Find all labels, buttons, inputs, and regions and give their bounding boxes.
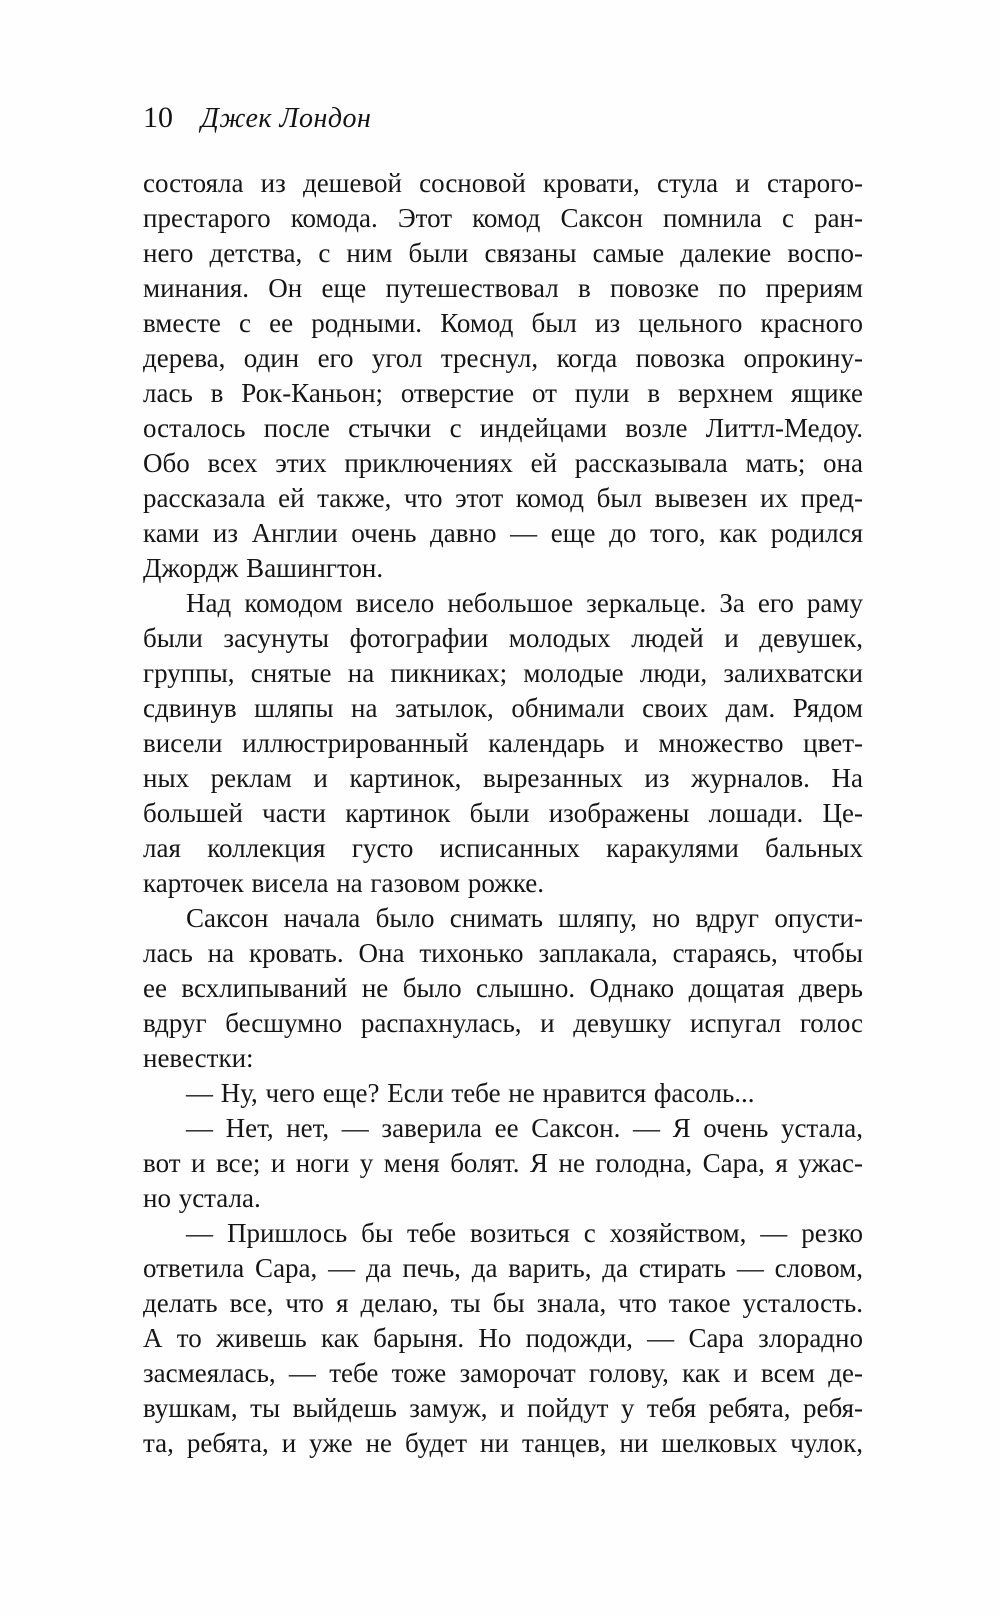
paragraph — [143, 1076, 863, 1111]
text-line: рассказала ей также, что этот комод был вывезен их пред- — [143, 483, 863, 513]
paragraph — [143, 901, 863, 1076]
text-line: лая коллекция густо исписанных каракулями бальных — [143, 833, 863, 863]
text-line: престарого комода. Этот комод Саксон помнила с ран- — [143, 203, 863, 233]
text-line: сдвинув шляпы на затылок, обнимали своих дам. Рядом — [143, 693, 863, 723]
text-line: — Ну, чего еще? Если тебе не нравится фасоль... — [186, 1078, 755, 1108]
text-line: минания. Он еще путешествовал в повозке по прериям — [143, 273, 863, 303]
text-line: но устала. — [143, 1183, 261, 1213]
paragraph — [143, 586, 863, 901]
text-line: карточек висела на газовом рожке. — [143, 868, 545, 898]
text-line: него детства, с ним были связаны самые далекие воспо- — [143, 238, 863, 268]
text-line: А то живешь как барыня. Но подожди, — Сара злорадно — [143, 1323, 863, 1353]
text-line: ответила Сара, — да печь, да варить, да стирать — словом, — [143, 1253, 863, 1283]
text-line: ее всхлипываний не было слышно. Однако дощатая дверь — [143, 973, 863, 1003]
text-line: Джордж Вашингтон. — [143, 553, 384, 583]
text-line: та, ребята, и уже не будет ни танцев, ни шелковых чулок, — [143, 1428, 863, 1458]
running-title-author: Джек Лондон — [201, 103, 372, 134]
text-line: Саксон начала было снимать шляпу, но вдруг опусти- — [186, 903, 863, 933]
text-line: ками из Англии очень давно — еще до того, как родился — [143, 518, 863, 548]
text-line: лась в Рок-Каньон; отверстие от пули в верхнем ящике — [143, 378, 863, 408]
text-line: — Нет, нет, — заверила ее Саксон. — Я очень устала, — [186, 1113, 863, 1143]
text-line: вушкам, ты выйдешь замуж, и пойдут у тебя ребята, ребя- — [143, 1393, 863, 1423]
text-line: дерева, один его угол треснул, когда повозка опрокину- — [143, 343, 863, 373]
text-line: вот и все; и ноги у меня болят. Я не голодна, Сара, я ужас- — [143, 1148, 863, 1178]
text-line: группы, снятые на пикниках; молодые люди, залихватски — [143, 658, 863, 688]
paragraph — [143, 166, 863, 586]
text-line: Над комодом висело небольшое зеркальце. За его раму — [186, 588, 863, 618]
text-line: Обо всех этих приключениях ей рассказывала мать; она — [143, 448, 863, 478]
text-line: делать все, что я делаю, ты бы знала, что такое усталость. — [143, 1288, 863, 1318]
paragraph — [143, 1111, 863, 1216]
text-line: вдруг бесшумно распахнулась, и девушку испугал голос — [143, 1008, 863, 1038]
body-text — [143, 166, 863, 1461]
text-line: состояла из дешевой сосновой кровати, стула и старого- — [143, 168, 863, 198]
text-line: ных реклам и картинок, вырезанных из журналов. На — [143, 763, 863, 793]
text-line: лась на кровать. Она тихонько заплакала, стараясь, чтобы — [143, 938, 863, 968]
text-line: — Пришлось бы тебе возиться с хозяйством, — резко — [186, 1218, 863, 1248]
text-line: засмеялась, — тебе тоже заморочат голову, как и всем де- — [143, 1358, 863, 1388]
running-header — [143, 101, 371, 136]
text-line: были засунуты фотографии молодых людей и девушек, — [143, 623, 863, 653]
text-line: висели иллюстрированный календарь и множество цвет- — [143, 728, 863, 758]
text-line: осталось после стычки с индейцами возле Литтл-Медоу. — [143, 413, 863, 443]
page-number: 10 — [143, 101, 173, 134]
paragraph — [143, 1216, 863, 1461]
text-line: большей части картинок были изображены лошади. Це- — [143, 798, 863, 828]
text-line: вместе с ее родными. Комод был из цельного красного — [143, 308, 863, 338]
text-line: невестки: — [143, 1043, 254, 1073]
